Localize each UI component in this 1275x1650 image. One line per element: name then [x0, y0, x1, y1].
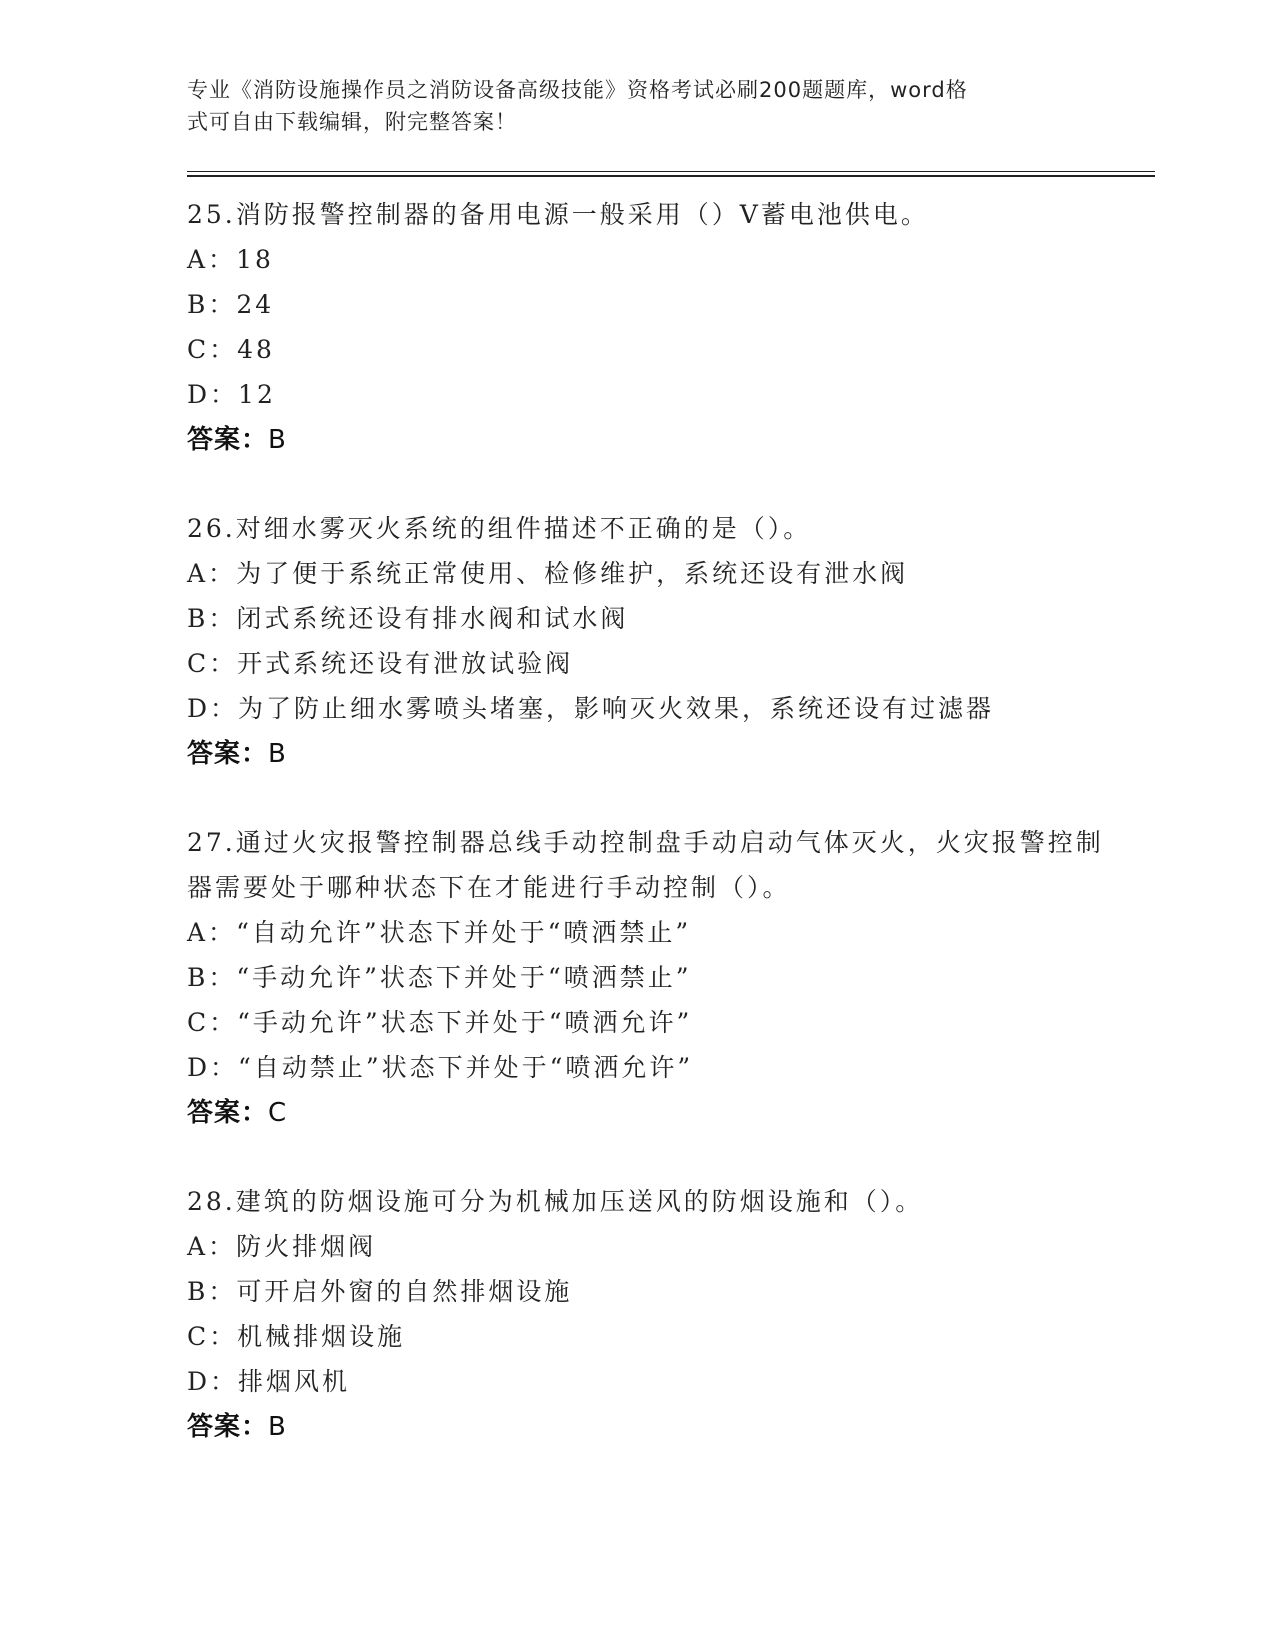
option-d	[187, 686, 1127, 731]
option-b	[187, 955, 1127, 1000]
question-stem: 26.对细水雾灭火系统的组件描述不正确的是（）。	[187, 514, 812, 543]
option-text: “手动允许”状态下并处于“喷洒禁止”	[236, 963, 692, 992]
option-label: C：	[187, 1008, 238, 1037]
option-text: 18	[236, 245, 274, 274]
header-line-2: 式可自由下载编辑，附完整答案！	[187, 110, 517, 134]
answer-label: 答案：	[187, 425, 269, 455]
option-text: 24	[236, 290, 275, 319]
question-26	[187, 506, 1127, 777]
header-divider-bottom	[187, 175, 1155, 177]
answer-line	[187, 731, 1127, 777]
header-line-1: 专业《消防设施操作员之消防设备高级技能》资格考试必刷200题题库，word格	[187, 78, 968, 102]
option-text: 12	[238, 380, 276, 409]
option-d	[187, 1359, 1127, 1404]
option-text: 排烟风机	[238, 1367, 351, 1396]
option-d	[187, 372, 1127, 417]
option-text: 防火排烟阀	[236, 1232, 377, 1261]
answer-label: 答案：	[187, 1098, 269, 1128]
option-d	[187, 1045, 1127, 1090]
question-list	[187, 192, 1127, 1493]
option-text: 为了便于系统正常使用、检修维护，系统还设有泄水阀	[236, 559, 909, 588]
option-b	[187, 1269, 1127, 1314]
option-label: C：	[187, 335, 238, 364]
answer-line	[187, 1404, 1127, 1450]
answer-label: 答案：	[187, 739, 269, 769]
option-text: 可开启外窗的自然排烟设施	[236, 1277, 573, 1306]
option-label: A：	[187, 1232, 237, 1261]
option-label: B：	[187, 1277, 237, 1306]
option-label: A：	[187, 559, 237, 588]
option-text: 为了防止细水雾喷头堵塞，影响灭火效果，系统还设有过滤器	[238, 694, 995, 723]
option-text: 机械排烟设施	[237, 1322, 406, 1351]
option-label: D：	[187, 1367, 239, 1396]
option-a	[187, 1224, 1127, 1269]
option-label: B：	[187, 963, 237, 992]
option-text: “手动允许”状态下并处于“喷洒允许”	[237, 1008, 693, 1037]
option-c	[187, 1314, 1127, 1359]
option-c	[187, 327, 1127, 372]
question-stem: 28.建筑的防烟设施可分为机械加压送风的防烟设施和（）。	[187, 1187, 924, 1216]
option-b	[187, 596, 1127, 641]
question-25	[187, 192, 1127, 463]
answer-label: 答案：	[187, 1412, 269, 1442]
question-27	[187, 820, 1127, 1136]
option-label: B：	[187, 290, 237, 319]
option-label: A：	[187, 918, 237, 947]
option-text: “自动禁止”状态下并处于“喷洒允许”	[238, 1053, 694, 1082]
option-label: C：	[187, 1322, 238, 1351]
option-text: 闭式系统还设有排水阀和试水阀	[236, 604, 629, 633]
option-label: A：	[187, 245, 237, 274]
question-28	[187, 1179, 1127, 1450]
option-b	[187, 282, 1127, 327]
question-stem: 27.通过火灾报警控制器总线手动控制盘手动启动气体灭火，火灾报警控制器需要处于哪种状态下在才能进行手动控制（）。	[187, 828, 1104, 902]
option-a	[187, 551, 1127, 596]
answer-value: B	[268, 1412, 287, 1442]
option-c	[187, 1000, 1127, 1045]
option-text: 48	[237, 335, 275, 364]
option-c	[187, 641, 1127, 686]
answer-value: C	[268, 1098, 288, 1128]
option-text: “自动允许”状态下并处于“喷洒禁止”	[236, 918, 692, 947]
option-text: 开式系统还设有泄放试验阀	[237, 649, 574, 678]
answer-line	[187, 1090, 1127, 1136]
option-label: D：	[187, 694, 239, 723]
question-stem: 25.消防报警控制器的备用电源一般采用（）V蓄电池供电。	[187, 200, 929, 229]
answer-line	[187, 417, 1127, 463]
answer-value: B	[268, 739, 287, 769]
document-header	[187, 74, 1087, 138]
option-label: B：	[187, 604, 237, 633]
option-label: D：	[187, 1053, 239, 1082]
option-label: C：	[187, 649, 238, 678]
option-label: D：	[187, 380, 239, 409]
header-divider-top	[187, 171, 1155, 172]
answer-value: B	[268, 425, 287, 455]
option-a	[187, 237, 1127, 282]
option-a	[187, 910, 1127, 955]
